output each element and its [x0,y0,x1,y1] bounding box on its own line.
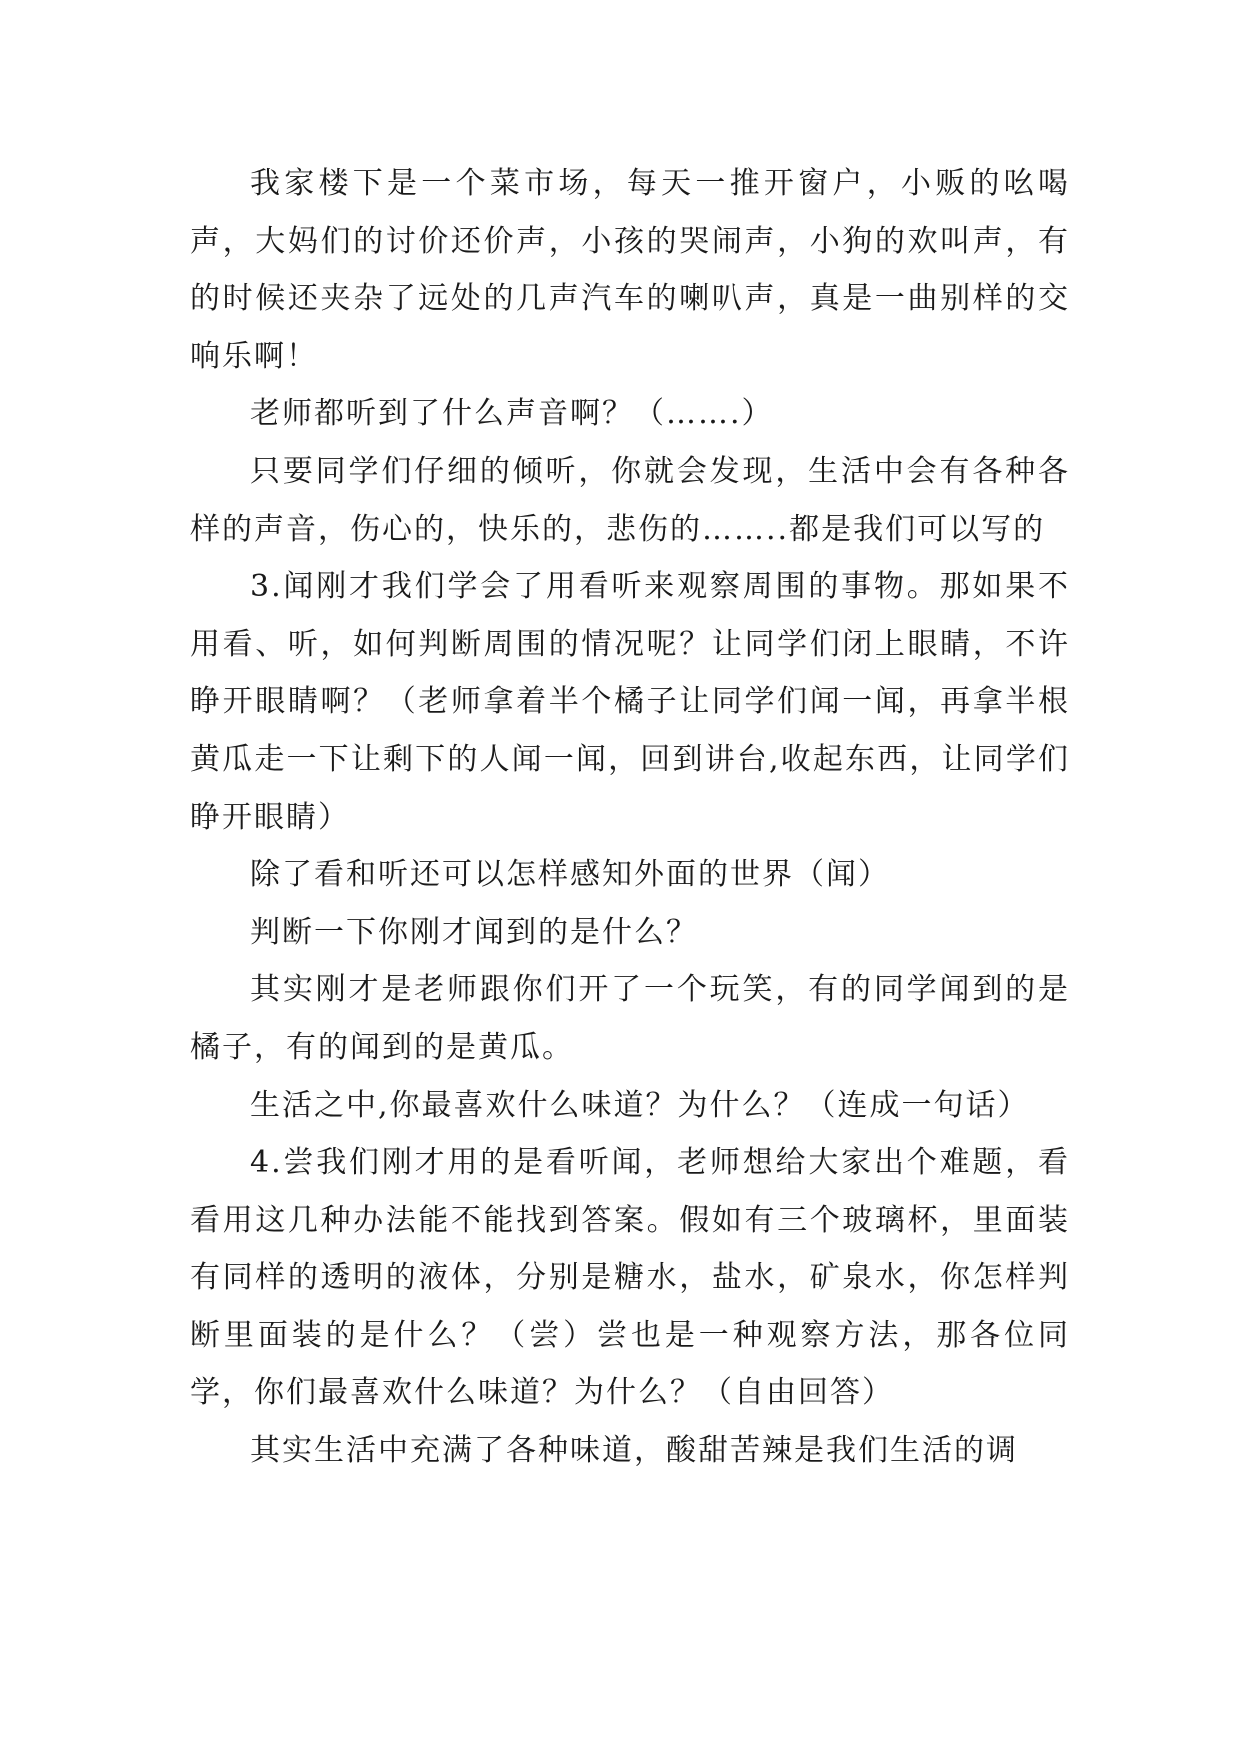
paragraph-life-flavors: 其实生活中充满了各种味道，酸甜苦辣是我们生活的调 [250,1433,1018,1469]
paragraph-listen-carefully: 只要同学们仔细的倾听，你就会发现，生活中会有各种各样的声音，伤心的，快乐的，悲伤的……..都是我们可以写的 [190,453,1070,547]
paragraph-market-sounds: 我家楼下是一个菜市场，每天一推开窗户，小贩的吆喝声，大妈们的讨价还价声，小孩的哭闹声，小狗的欢叫声，有的时候还夹杂了远处的几声汽车的喇叭声，真是一曲别样的交响乐啊！ [190,166,1070,374]
paragraph-teacher-question: 老师都听到了什么声音啊？（…….） [250,396,774,432]
paragraph-smell-section: 3.闻刚才我们学会了用看听来观察周围的事物。那如果不用看、听，如何判断周围的情况呢？让同学们闭上眼睛，不许睁开眼睛啊？（老师拿着半个橘子让同学们闻一闻，再拿半根黄瓜走一下让剩下的人闻一闻，回到讲台,收起东西，让同学们睁开眼睛） [190,569,1070,835]
paragraph-favorite-taste: 生活之中,你最喜欢什么味道？为什么？（连成一句话） [250,1087,1030,1123]
document-body [190,155,1070,1480]
paragraph-perceive-world: 除了看和听还可以怎样感知外面的世界（闻） [250,857,890,893]
paragraph-joke: 其实刚才是老师跟你们开了一个玩笑，有的同学闻到的是橘子，有的闻到的是黄瓜。 [190,972,1070,1065]
paragraph-taste-section: 4.尝我们刚才用的是看听闻，老师想给大家出个难题，看看用这几种办法能不能找到答案。假如有三个玻璃杯，里面装有同样的透明的液体，分别是糖水，盐水，矿泉水，你怎样判断里面装的是什么？（尝）尝也是一种观察方法，那各位同学，你们最喜欢什么味道？为什么？（自由回答） [190,1145,1070,1411]
paragraph-judge-smell: 判断一下你刚才闻到的是什么？ [250,914,698,950]
